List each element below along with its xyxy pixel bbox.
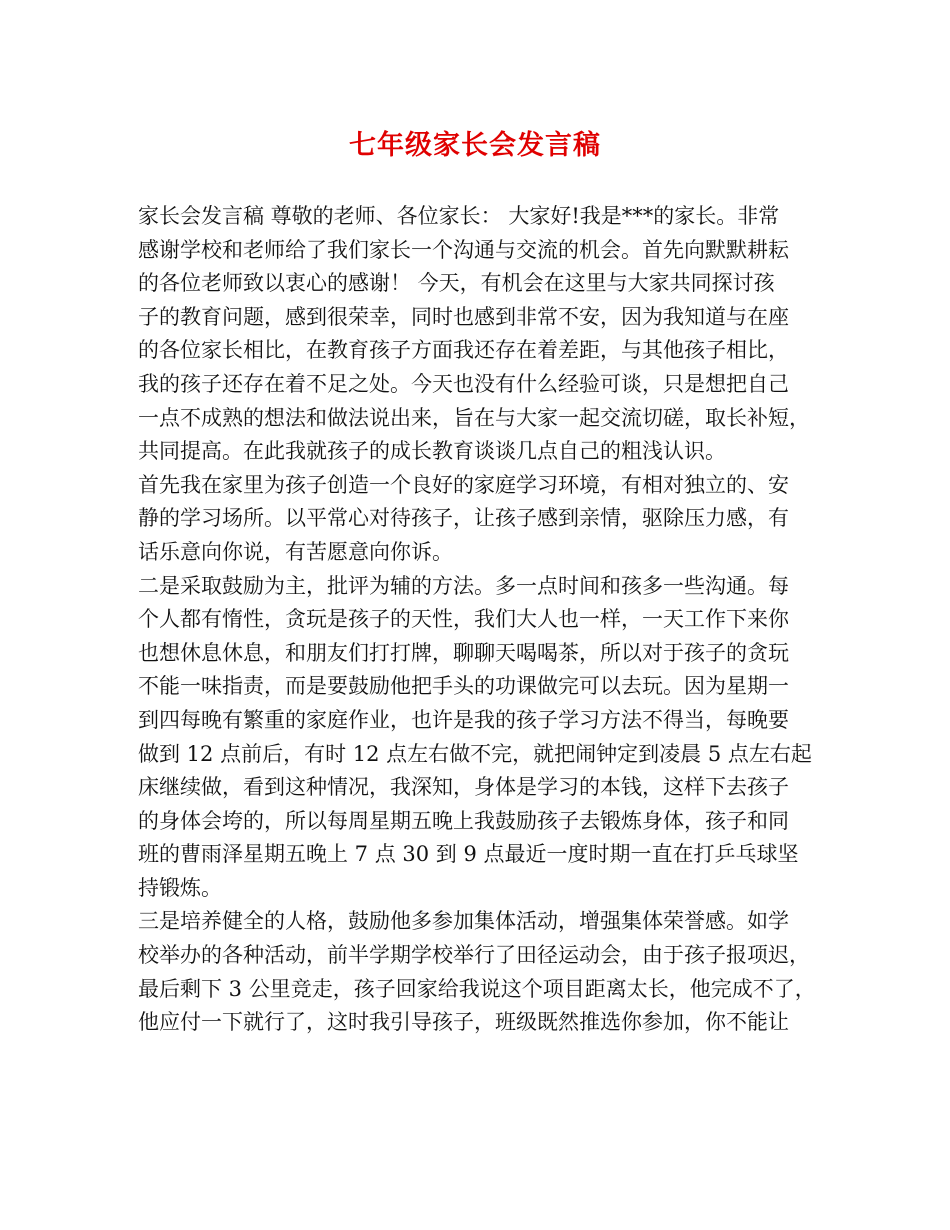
text-line: 到四每晚有繁重的家庭作业，也许是我的孩子学习方法不得当，每晚要 [138,707,789,732]
text-line: 他应付一下就行了，这时我引导孩子，班级既然推选你参加，你不能让 [138,1010,789,1035]
text-line: 话乐意向你说，有苦愿意向你诉。 [138,539,453,564]
text-line: 的各位家长相比，在教育孩子方面我还存在着差距，与其他孩子相比， [138,338,789,363]
text-line: 个人都有惰性，贪玩是孩子的天性，我们大人也一样，一天工作下来你 [138,607,789,632]
text-line: 持锻炼。 [138,875,222,900]
text-line: 班的曹雨泽星期五晚上 7 点 30 到 9 点最近一度时期一直在打乒乓球坚 [138,842,799,867]
text-line: 床继续做，看到这种情况，我深知，身体是学习的本钱，这样下去孩子 [138,775,789,800]
text-line: 二是采取鼓励为主，批评为辅的方法。多一点时间和孩多一些沟通。每 [138,573,789,598]
text-line: 也想休息休息，和朋友们打打牌，聊聊天喝喝茶，所以对于孩子的贪玩 [138,640,789,665]
text-line: 最后剩下 3 公里竞走，孩子回家给我说这个项目距离太长，他完成不了， [138,976,816,1001]
text-line: 首先我在家里为孩子创造一个良好的家庭学习环境，有相对独立的、安 [138,472,789,497]
text-line: 做到 12 点前后，有时 12 点左右做不完，就把闹钟定到凌晨 5 点左右起 [138,741,812,766]
text-line: 共同提高。在此我就孩子的成长教育谈谈几点自己的粗浅认识。 [138,439,726,464]
text-line: 的各位老师致以衷心的感谢！ 今天，有机会在这里与大家共同探讨孩 [138,271,775,296]
text-line: 一点不成熟的想法和做法说出来，旨在与大家一起交流切磋，取长补短， [138,405,810,430]
text-line: 的身体会垮的，所以每周星期五晚上我鼓励孩子去锻炼身体，孩子和同 [138,808,789,833]
text-line: 三是培养健全的人格，鼓励他多参加集体活动，增强集体荣誉感。如学 [138,909,789,934]
document-body [138,200,828,1040]
text-line: 不能一味指责，而是要鼓励他把手头的功课做完可以去玩。因为星期一 [138,674,789,699]
document-title: 七年级家长会发言稿 [349,130,601,161]
text-line: 家长会发言稿 尊敬的老师、各位家长： 大家好!我是***的家长。非常 [138,204,780,228]
text-line: 子的教育问题，感到很荣幸，同时也感到非常不安，因为我知道与在座 [138,304,789,329]
text-line: 校举办的各种活动，前半学期学校举行了田径运动会，由于孩子报项迟， [138,943,810,968]
text-line: 感谢学校和老师给了我们家长一个沟通与交流的机会。首先向默默耕耘 [138,237,789,262]
text-line: 我的孩子还存在着不足之处。今天也没有什么经验可谈，只是想把自己 [138,371,789,396]
text-line: 静的学习场所。以平常心对待孩子，让孩子感到亲情，驱除压力感，有 [138,506,789,531]
